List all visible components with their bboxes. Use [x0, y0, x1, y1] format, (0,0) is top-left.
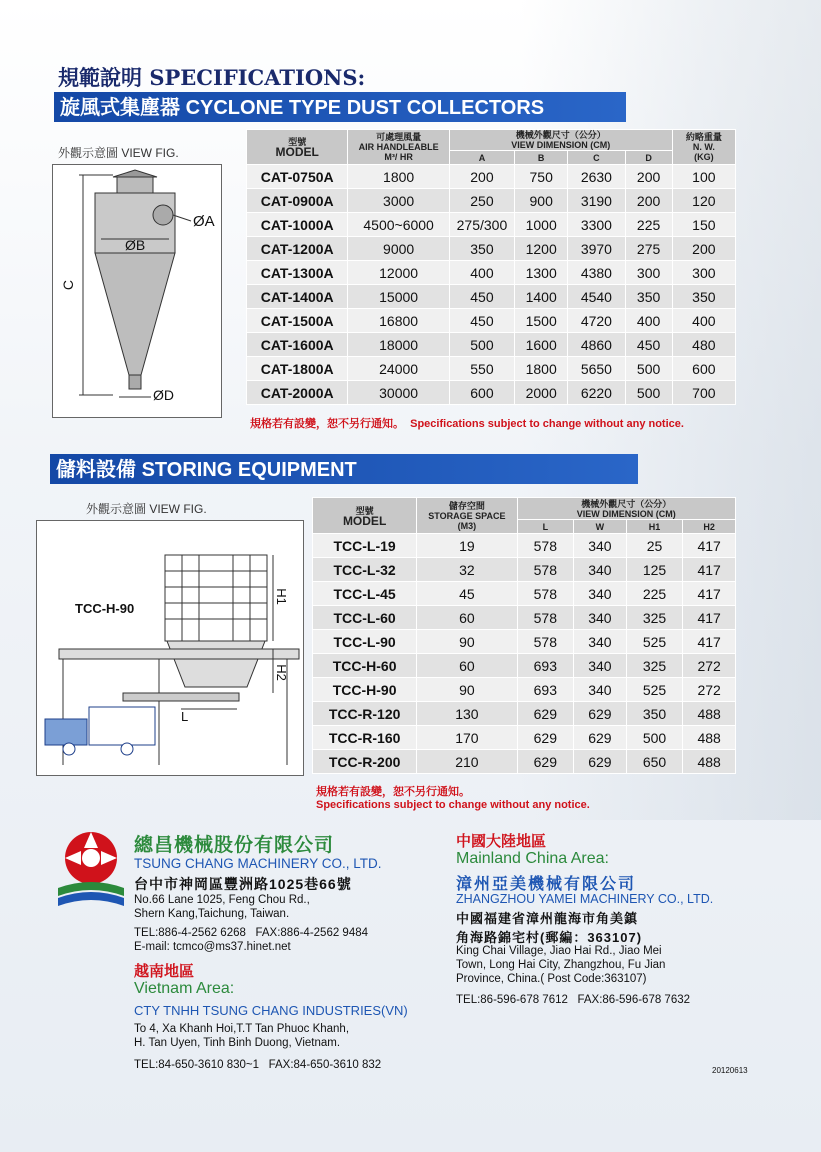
- table-row: [313, 630, 736, 654]
- header-a: A: [449, 151, 514, 165]
- value-cell: 9000: [348, 237, 449, 261]
- value-cell: 578: [517, 582, 574, 606]
- value-cell: 629: [517, 750, 574, 774]
- value-cell: 15000: [348, 285, 449, 309]
- value-cell: 272: [683, 678, 736, 702]
- cyclone-view-fig-label: 外觀示意圖 VIEW FIG.: [58, 146, 179, 160]
- value-cell: 417: [683, 582, 736, 606]
- value-cell: 550: [449, 357, 514, 381]
- value-cell: 450: [449, 309, 514, 333]
- table-row: [313, 702, 736, 726]
- value-cell: 275: [625, 237, 672, 261]
- header-air: 可處理風量 AIR HANDLEABLE M³/ HR: [348, 130, 449, 165]
- value-cell: 3190: [568, 189, 625, 213]
- table-row: [313, 534, 736, 558]
- value-cell: 578: [517, 534, 574, 558]
- company-name-cn: 總昌機械股份有限公司: [134, 835, 335, 856]
- table-row: [313, 678, 736, 702]
- value-cell: 300: [672, 261, 735, 285]
- model-cell: CAT-0900A: [247, 189, 348, 213]
- model-cell: TCC-L-32: [313, 558, 417, 582]
- storing-drawing: [37, 521, 303, 775]
- storing-view-fig-label: 外觀示意圖 VIEW FIG.: [86, 502, 207, 516]
- value-cell: 225: [626, 582, 683, 606]
- table-row: [313, 558, 736, 582]
- value-cell: 16800: [348, 309, 449, 333]
- header-weight: 約略重量 N. W. (KG): [672, 130, 735, 165]
- storing-fig-model: TCC-H-90: [75, 601, 135, 616]
- china-area-en: Mainland China Area:: [456, 850, 609, 867]
- value-cell: 25: [626, 534, 683, 558]
- dim-label-d: ØD: [153, 387, 174, 403]
- dim-label-l: L: [181, 709, 189, 724]
- cyclone-spec-table: [246, 129, 736, 405]
- dim-label-c: C: [60, 279, 77, 291]
- header-model: 型號 MODEL: [313, 498, 417, 534]
- vietnam-area-cn: 越南地區: [134, 963, 195, 980]
- table-row: [247, 309, 736, 333]
- value-cell: 130: [417, 702, 517, 726]
- table-row: [247, 381, 736, 405]
- header-h1: H1: [626, 520, 683, 534]
- value-cell: 4860: [568, 333, 625, 357]
- value-cell: 350: [625, 285, 672, 309]
- value-cell: 1800: [515, 357, 568, 381]
- value-cell: 2000: [515, 381, 568, 405]
- table-row: [247, 189, 736, 213]
- value-cell: 525: [626, 678, 683, 702]
- dim-label-a: ØA: [193, 213, 215, 230]
- value-cell: 275/300: [449, 213, 514, 237]
- value-cell: 90: [417, 678, 517, 702]
- value-cell: 30000: [348, 381, 449, 405]
- cyclone-figure: [52, 164, 222, 418]
- value-cell: 100: [672, 165, 735, 189]
- model-cell: TCC-L-90: [313, 630, 417, 654]
- value-cell: 60: [417, 606, 517, 630]
- header-model: 型號 MODEL: [247, 130, 348, 165]
- value-cell: 480: [672, 333, 735, 357]
- value-cell: 150: [672, 213, 735, 237]
- model-cell: CAT-1600A: [247, 333, 348, 357]
- value-cell: 629: [574, 702, 627, 726]
- value-cell: 500: [449, 333, 514, 357]
- value-cell: 400: [449, 261, 514, 285]
- value-cell: 500: [626, 726, 683, 750]
- value-cell: 578: [517, 558, 574, 582]
- value-cell: 600: [672, 357, 735, 381]
- value-cell: 400: [625, 309, 672, 333]
- china-address-en: King Chai Village, Jiao Hai Rd., Jiao Mei Town, Long Hai City, Zhangzhou, Fu Jian Province, China.( Post Code:363107): [456, 945, 666, 985]
- china-address-cn: 中國福建省漳州龍海市角美鎮 角海路錦宅村(郵編：363107): [456, 911, 643, 945]
- value-cell: 6220: [568, 381, 625, 405]
- value-cell: 200: [625, 189, 672, 213]
- table-row: [313, 582, 736, 606]
- value-cell: 417: [683, 630, 736, 654]
- value-cell: 750: [515, 165, 568, 189]
- model-cell: CAT-1300A: [247, 261, 348, 285]
- header-space: 儲存空間 STORAGE SPACE (M3): [417, 498, 517, 534]
- table-row: [247, 213, 736, 237]
- vietnam-contact: TEL:84-650-3610 830~1 FAX:84-650-3610 832: [134, 1059, 382, 1071]
- value-cell: 340: [574, 558, 627, 582]
- header-l: L: [517, 520, 574, 534]
- header-d: D: [625, 151, 672, 165]
- table-row: [247, 333, 736, 357]
- model-cell: TCC-R-160: [313, 726, 417, 750]
- value-cell: 60: [417, 654, 517, 678]
- model-cell: TCC-R-200: [313, 750, 417, 774]
- value-cell: 488: [683, 750, 736, 774]
- value-cell: 1800: [348, 165, 449, 189]
- vietnam-address: To 4, Xa Khanh Hoi,T.T Tan Phuoc Khanh, H. Tan Uyen, Tinh Binh Duong, Vietnam.: [134, 1023, 350, 1049]
- value-cell: 400: [672, 309, 735, 333]
- value-cell: 350: [449, 237, 514, 261]
- value-cell: 120: [672, 189, 735, 213]
- value-cell: 693: [517, 654, 574, 678]
- value-cell: 417: [683, 606, 736, 630]
- header-b: B: [515, 151, 568, 165]
- table-row: [247, 285, 736, 309]
- value-cell: 500: [625, 381, 672, 405]
- value-cell: 4380: [568, 261, 625, 285]
- value-cell: 5650: [568, 357, 625, 381]
- company-contact: TEL:886-4-2562 6268 FAX:886-4-2562 9484 E-mail: tcmco@ms37.hinet.net: [134, 927, 369, 953]
- table-row: [247, 165, 736, 189]
- value-cell: 3000: [348, 189, 449, 213]
- table-row: [247, 357, 736, 381]
- value-cell: 3970: [568, 237, 625, 261]
- storing-notice: 規格若有設變，恕不另行通知。 Specifications subject to change without any notice.: [316, 786, 590, 811]
- value-cell: 19: [417, 534, 517, 558]
- value-cell: 325: [626, 606, 683, 630]
- model-cell: TCC-L-19: [313, 534, 417, 558]
- value-cell: 2630: [568, 165, 625, 189]
- dim-label-b: ØB: [125, 237, 146, 253]
- model-cell: TCC-L-45: [313, 582, 417, 606]
- value-cell: 200: [672, 237, 735, 261]
- china-area-cn: 中國大陸地區: [456, 833, 547, 850]
- value-cell: 1300: [515, 261, 568, 285]
- value-cell: 90: [417, 630, 517, 654]
- value-cell: 225: [625, 213, 672, 237]
- value-cell: 700: [672, 381, 735, 405]
- value-cell: 417: [683, 534, 736, 558]
- value-cell: 693: [517, 678, 574, 702]
- model-cell: CAT-1500A: [247, 309, 348, 333]
- value-cell: 4720: [568, 309, 625, 333]
- storing-title-bar: 儲料設備 STORING EQUIPMENT: [50, 454, 638, 484]
- value-cell: 450: [449, 285, 514, 309]
- header-w: W: [574, 520, 627, 534]
- value-cell: 272: [683, 654, 736, 678]
- value-cell: 1500: [515, 309, 568, 333]
- storing-spec-table: [312, 497, 736, 774]
- company-name-en: TSUNG CHANG MACHINERY CO., LTD.: [134, 856, 382, 871]
- header-c: C: [568, 151, 625, 165]
- value-cell: 200: [625, 165, 672, 189]
- value-cell: 325: [626, 654, 683, 678]
- model-cell: CAT-1400A: [247, 285, 348, 309]
- value-cell: 488: [683, 702, 736, 726]
- model-cell: CAT-1200A: [247, 237, 348, 261]
- dim-label-h1: H1: [273, 588, 289, 605]
- model-cell: TCC-R-120: [313, 702, 417, 726]
- value-cell: 500: [625, 357, 672, 381]
- value-cell: 900: [515, 189, 568, 213]
- value-cell: 250: [449, 189, 514, 213]
- value-cell: 12000: [348, 261, 449, 285]
- model-cell: CAT-2000A: [247, 381, 348, 405]
- value-cell: 170: [417, 726, 517, 750]
- document-code: 20120613: [712, 1066, 748, 1075]
- value-cell: 4500~6000: [348, 213, 449, 237]
- china-company-name-en: ZHANGZHOU YAMEI MACHINERY CO., LTD.: [456, 892, 714, 906]
- value-cell: 200: [449, 165, 514, 189]
- value-cell: 629: [517, 726, 574, 750]
- model-cell: TCC-H-90: [313, 678, 417, 702]
- value-cell: 488: [683, 726, 736, 750]
- value-cell: 340: [574, 630, 627, 654]
- value-cell: 650: [626, 750, 683, 774]
- value-cell: 3300: [568, 213, 625, 237]
- value-cell: 350: [626, 702, 683, 726]
- value-cell: 340: [574, 606, 627, 630]
- header-dimension: 機械外觀尺寸（公分） VIEW DIMENSION (CM): [517, 498, 735, 520]
- table-row: [313, 606, 736, 630]
- table-row: [313, 654, 736, 678]
- model-cell: CAT-1000A: [247, 213, 348, 237]
- value-cell: 125: [626, 558, 683, 582]
- value-cell: 350: [672, 285, 735, 309]
- value-cell: 1000: [515, 213, 568, 237]
- table-row: [313, 750, 736, 774]
- header-h2: H2: [683, 520, 736, 534]
- cyclone-notice: 規格若有設變，恕不另行通知。 Specifications subject to change without any notice.: [250, 418, 684, 430]
- value-cell: 300: [625, 261, 672, 285]
- value-cell: 629: [517, 702, 574, 726]
- value-cell: 1600: [515, 333, 568, 357]
- value-cell: 629: [574, 726, 627, 750]
- model-cell: CAT-0750A: [247, 165, 348, 189]
- value-cell: 1400: [515, 285, 568, 309]
- cyclone-drawing: [53, 165, 221, 417]
- dim-label-h2: H2: [273, 664, 289, 681]
- value-cell: 417: [683, 558, 736, 582]
- company-address-cn: 台中市神岡區豐洲路1025巷66號: [134, 876, 352, 892]
- value-cell: 340: [574, 582, 627, 606]
- vietnam-company-name: CTY TNHH TSUNG CHANG INDUSTRIES(VN): [134, 1003, 408, 1018]
- table-row: [247, 237, 736, 261]
- company-logo-icon: [54, 826, 128, 912]
- model-cell: CAT-1800A: [247, 357, 348, 381]
- table-row: [313, 726, 736, 750]
- value-cell: 578: [517, 606, 574, 630]
- china-company-name-cn: 漳州亞美機械有限公司: [456, 876, 637, 893]
- value-cell: 578: [517, 630, 574, 654]
- value-cell: 340: [574, 678, 627, 702]
- storing-figure: [36, 520, 304, 776]
- vietnam-area-en: Vietnam Area:: [134, 980, 235, 997]
- value-cell: 600: [449, 381, 514, 405]
- value-cell: 340: [574, 654, 627, 678]
- value-cell: 340: [574, 534, 627, 558]
- spec-title: 規範說明 SPECIFICATIONS:: [58, 65, 366, 90]
- value-cell: 525: [626, 630, 683, 654]
- china-contact: TEL:86-596-678 7612 FAX:86-596-678 7632: [456, 994, 691, 1006]
- header-dimension: 機械外觀尺寸（公分） VIEW DIMENSION (CM): [449, 130, 672, 151]
- value-cell: 450: [625, 333, 672, 357]
- value-cell: 45: [417, 582, 517, 606]
- value-cell: 1200: [515, 237, 568, 261]
- model-cell: TCC-H-60: [313, 654, 417, 678]
- value-cell: 4540: [568, 285, 625, 309]
- company-address-en: No.66 Lane 1025, Feng Chou Rd., Shern Kang,Taichung, Taiwan.: [134, 894, 310, 920]
- value-cell: 210: [417, 750, 517, 774]
- value-cell: 32: [417, 558, 517, 582]
- cyclone-title-bar: 旋風式集塵器 CYCLONE TYPE DUST COLLECTORS: [54, 92, 626, 122]
- value-cell: 629: [574, 750, 627, 774]
- value-cell: 24000: [348, 357, 449, 381]
- model-cell: TCC-L-60: [313, 606, 417, 630]
- table-row: [247, 261, 736, 285]
- value-cell: 18000: [348, 333, 449, 357]
